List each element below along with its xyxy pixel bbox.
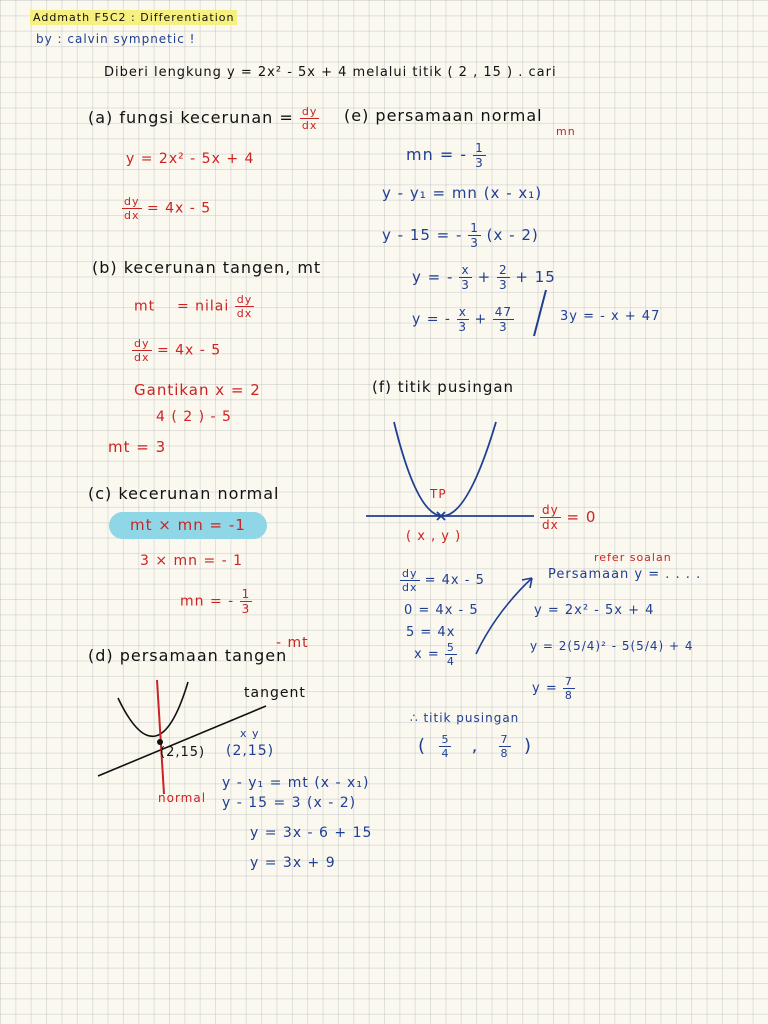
part-b-line1: mt = nilai $\frac{dy}{dx}$ [134,293,253,320]
parabola-curve [394,422,496,516]
part-d-line1: y - y₁ = mt (x - x₁) [222,775,370,791]
part-c-boxed-formula: mt × mn = -1 [130,516,246,534]
part-b-line4: 4 ( 2 ) - 5 [156,409,232,425]
question-text: Diberi lengkung y = 2x² - 5x + 4 melalui titik ( 2 , 15 ) . cari [104,65,557,80]
part-e-line3: y - 15 = - $\frac{1}{3}$ (x - 2) [382,221,539,250]
part-c-line3: mn = - $\frac{1}{3}$ [180,587,251,616]
part-d-line4: y = 3x + 9 [250,855,336,871]
part-e-line5: y = - $\frac{x}{3}$ + $\frac{47}{3}$ [412,305,512,334]
part-f-line1: $\frac{dy}{dx}$ = 4x - 5 [402,567,485,594]
point-label-sketch: (2,15) [160,745,206,760]
part-a-line1: y = 2x² - 5x + 4 [126,151,255,167]
part-e-line1: mn = - $\frac{1}{3}$ [406,141,484,170]
xy-label: x y [240,727,260,740]
normal-label: normal [158,791,207,805]
part-e-line2: y - y₁ = mn (x - x₁) [382,184,543,202]
part-b-line5: mt = 3 [108,438,167,456]
tp-label: TP [430,487,447,501]
part-e-line4: y = - $\frac{x}{3}$ + $\frac{2}{3}$ + 15 [412,263,556,292]
document-title: Addmath F5C2 : Differentiation [30,12,237,23]
part-f-r3: y = 2(5/4)² - 5(5/4) + 4 [530,639,694,653]
part-d-line3: y = 3x - 6 + 15 [250,825,373,841]
part-e-alt-form: 3y = - x + 47 [560,309,661,324]
part-b-label: (b) kecerunan tangen, mt [92,258,322,277]
byline: by : calvin sympnetic ! [36,32,196,46]
part-c-line2: 3 × mn = - 1 [140,553,244,569]
part-d-line2: y - 15 = 3 (x - 2) [222,795,357,811]
xy-coordinate: ( x , y ) [406,529,462,544]
part-a-label: (a) fungsi kecerunan = $\frac{dy}{dx}$ [88,105,318,132]
conclusion-point: ( $\frac{5}{4}$ , $\frac{7}{8}$ ) [418,733,533,760]
part-f-r4: y = $\frac{7}{8}$ [532,675,573,702]
point-label-blue: (2,15) [226,743,275,759]
part-b-line3: Gantikan x = 2 [134,381,261,399]
part-e-annotation: mn [556,125,576,138]
part-f-line2: 0 = 4x - 5 [404,603,479,618]
refer-note: refer soalan [594,551,672,564]
dydx-zero: $\frac{dy}{dx}$ = 0 [542,503,597,532]
part-f-r2: y = 2x² - 5x + 4 [534,603,655,618]
part-f-line4: x = $\frac{5}{4}$ [414,641,455,668]
part-f-r1: Persamaan y = . . . . [548,567,702,582]
part-b-line2: $\frac{dy}{dx}$ = 4x - 5 [134,337,222,364]
part-c-label: (c) kecerunan normal [88,484,280,503]
part-f-label: (f) titik pusingan [372,378,515,396]
tangent-label: tangent [244,685,306,701]
part-d-annotation: - mt [276,635,309,651]
part-e-label: (e) persamaan normal [344,106,543,125]
conclusion-label: ∴ titik pusingan [410,711,520,725]
dy-dx-fraction: $\frac{dy}{dx}$ [301,105,318,132]
part-f-line3: 5 = 4x [406,625,456,640]
part-d-label: (d) persamaan tangen [88,646,288,665]
part-a-line2: $\frac{dy}{dx}$ = 4x - 5 [124,195,212,222]
